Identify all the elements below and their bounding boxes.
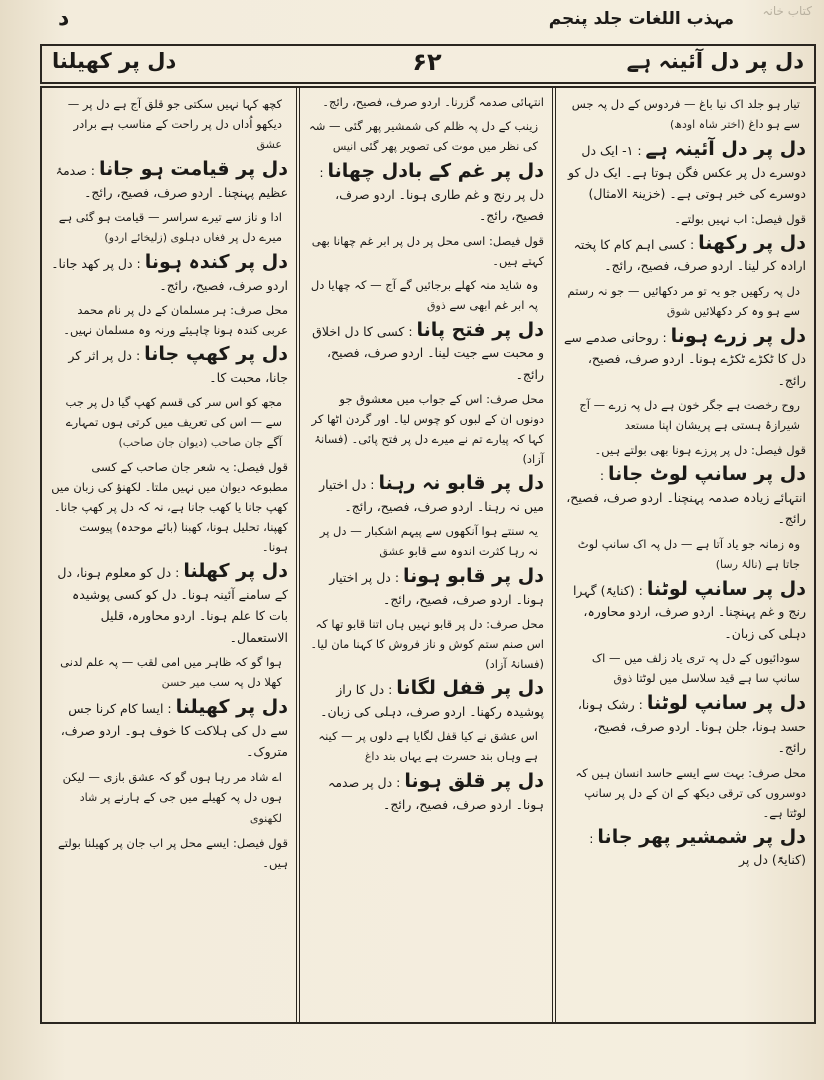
poet-name: شوق <box>666 304 691 318</box>
headword: دل پر قابو ہونا <box>403 565 544 587</box>
usage-note: قول فیصل: اسی محل پر دل پر ابر غم چھانا بھی کہتے ہیں۔ <box>311 233 544 268</box>
usage-note: محل صرف: بہت سے ایسے حاسد انسان ہیں کہ دوسروں کی ترقی دیکھ کے ان کے دل پر سانپ لوٹتا ہے۔ <box>575 765 806 820</box>
verse-text: کچھ کہا نہیں سکتی جو قلق آج ہے دل پر — دیکھو اُداں دل پر راحت کے مناسب ہے برادر <box>67 97 282 131</box>
library-stamp: کتاب خانہ <box>762 4 812 18</box>
headword: دل پر کھلنا <box>183 560 288 582</box>
entry-definition: : دل کو معلوم ہونا، دل کے سامنے آئینہ ہونا۔ دل کو کسی پوشیدہ بات کا علم ہونا۔ اردو محاورہ، قلیل الاستعمال۔ <box>57 565 288 645</box>
verse-quotation <box>564 648 806 689</box>
running-head <box>0 4 824 38</box>
headword: دل پر کھپ جانا <box>144 343 288 365</box>
dictionary-entry <box>50 344 288 388</box>
dictionary-entry <box>564 233 806 277</box>
entry-definition: : دل اختیار میں نہ رہنا۔ اردو صرف، فصیح، رائج۔ <box>319 477 544 514</box>
poet-name: میر حسن <box>161 676 206 689</box>
entry-definition: : روحانی صدمے سے دل کا ٹکڑے ٹکڑے ہونا۔ اردو صرف، فصیح، رائج۔ <box>564 329 806 388</box>
usage-note: محل صرف: اس کے جواب میں معشوق جو دونوں ان کے لبوں کو چوس لیا۔ اور گردن اٹھا کر کہا کہ پیارے تم نے میرے دل پر فتح پائی۔ (فسانۂ آزاد) <box>311 392 544 466</box>
verse-quotation <box>308 116 544 157</box>
entry-definition: : کسی کا دل اخلاق و محبت سے جیت لینا۔ اردو صرف، فصیح، رائج۔ <box>312 323 544 382</box>
entry-definition: : انتہائے زیادہ صدمہ پہنچنا۔ اردو صرف، فصیح، رائج۔ <box>566 468 806 526</box>
headword: دل پر قیامت ہو جانا <box>99 158 288 180</box>
verse-quotation <box>50 392 288 453</box>
entry-definition: : (کنایۃً) گہرا رنج و غم پہنچنا۔ اردو صرف، اردو محاورہ، دہلی کی زبان۔ <box>572 582 806 641</box>
last-headword-guide: دل پر کھیلنا <box>52 49 177 73</box>
column-divider <box>552 88 556 1022</box>
poet-name: شاد لکھنوی <box>79 790 282 825</box>
dictionary-entry <box>308 771 544 815</box>
poet-name: انیس <box>332 140 357 153</box>
entry-definition: : دل پر اختیار ہونا۔ اردو صرف، فصیح، رائج۔ <box>329 570 544 607</box>
verse-text: اے شاد مر رہا ہوں گو کہ عشق بازی — لیکن ہوں دل پہ کھیلے میں جی کے ہارنے پر <box>62 769 282 804</box>
entry-definition: : رشک ہونا، حسد ہونا، جلن ہونا۔ اردو صرف، فصیح، رائج۔ <box>577 697 806 755</box>
dictionary-entry <box>308 566 544 610</box>
entry-definition: : دل پر اثر کر جانا، محبت کا۔ <box>68 348 288 385</box>
book-title: مہذب اللغات جلد پنجم <box>548 9 734 29</box>
poet-name: مستعد <box>624 419 655 432</box>
entry-definition: : صدمۂ عظیم پہنچنا۔ اردو صرف، فصیح، رائج۔ <box>55 163 288 200</box>
verse-text: اس عشق نے کیا قفل لگایا ہے دلوں پر — کینہ ہے وہاں بند حسرت ہے یہاں بند <box>318 729 538 763</box>
dictionary-entry <box>308 161 544 227</box>
page-header <box>40 44 816 84</box>
usage-note: محل صرف: ہر مسلمان کے دل پر نام محمد عربی کندہ ہونا چاہیئے ورنہ وہ مسلمان نہیں۔ <box>63 303 288 337</box>
page-number: ۶۲ <box>412 48 442 76</box>
verse-text: ہوا گو کہ ظاہر میں امی لقب — پہ علم لدنی کھلا دل پہ سب <box>60 655 282 689</box>
first-headword-guide: دل پر دل آئینہ ہے <box>626 49 804 73</box>
verse-quotation <box>564 281 806 322</box>
headword: دل پر کندہ ہونا <box>144 251 288 273</box>
verse-quotation <box>308 726 544 767</box>
dictionary-entry <box>50 561 288 648</box>
headword: دل پر قلق ہونا <box>404 770 544 792</box>
verse-text: تیار ہو جلد اک نیا باغ — فردوس کے دل پہ جس سے ہو داغ <box>571 97 800 131</box>
column-middle <box>300 88 552 1022</box>
headword: دل پر شمشیر پھر جانا <box>597 825 806 848</box>
dictionary-entry <box>50 159 288 203</box>
headword: دل پر رکھنا <box>698 231 806 254</box>
poet-name: عشق <box>379 545 405 558</box>
column-left <box>42 88 296 1022</box>
verse-text: وہ زمانہ جو یاد آتا ہے — دل پہ اک سانپ لوٹ جاتا ہے <box>577 536 800 571</box>
poet-name: جان صاحب (دیوان جان صاحب) <box>118 436 263 449</box>
usage-note: قول فیصل: دل پر پرزے ہونا بھی بولتے ہیں۔ <box>594 443 806 457</box>
usage-note: قول فیصل: ایسے محل پر اب جان پر کھیلنا بولتے ہیں۔ <box>58 835 288 870</box>
entry-definition: : ایسا کام کرنا جس سے دل کی ہلاکت کا خوف ہو۔ اردو صرف، متروک۔ <box>60 701 288 759</box>
verse-quotation <box>564 395 806 436</box>
section-letter: د <box>58 6 70 31</box>
text-frame <box>40 86 816 1024</box>
verse-quotation <box>50 94 288 155</box>
usage-note: قول فیصل: اب نہیں بولتے۔ <box>674 211 806 226</box>
dictionary-entry <box>50 697 288 763</box>
verse-quotation <box>564 94 806 135</box>
column-divider <box>296 88 300 1022</box>
verse-text: روح رخصت ہے جگر خون ہے دل پہ زرے — آج شیرازۂ ہستی ہے پریشان اپنا <box>579 398 800 432</box>
entry-definition: : کسی اہم کام کا پختہ ارادہ کر لینا۔ اردو صرف، فصیح، رائج۔ <box>573 236 806 273</box>
headword: دل پر غم کے بادل چھانا <box>327 160 544 182</box>
dictionary-entry <box>564 827 806 871</box>
poet-name: ذوق <box>613 672 633 685</box>
entry-definition: : (کنایۃً) دل پر <box>589 830 806 867</box>
headword: دل پر زرے ہونا <box>670 324 806 347</box>
poet-name: (اختر شاہ اودھ) <box>670 118 745 131</box>
verse-quotation <box>50 767 288 829</box>
headword: دل پر سانپ لوٹ جانا <box>608 463 806 485</box>
headword: دل پر قفل لگانا <box>396 677 544 699</box>
verse-text: ادا و ناز سے تیرے سراسر — قیامت ہو گئی ہے میرے دل پر <box>58 210 282 244</box>
verse-text: مجھ کو اس سر کی قسم کھپ گیا دل پر جب سے — اس کی تعریف میں کرتی ہوں تمہارے آگے <box>65 395 282 449</box>
usage-note: قول فیصل: یہ شعر جان صاحب کے کسی مطبوعہ دیوان میں نہیں ملتا۔ لکھنؤ کی زبان میں کھپ جانا یا کھب جانا ہے، نہ کہ دل پر کھپ جانا۔ کھپنا، تحلیل ہونا، کھبنا (بائے موحدہ) پیوست ہونا۔ <box>51 460 288 554</box>
dictionary-entry <box>564 326 806 392</box>
entry-definition: : ۱- ایک دل دوسرے دل پر عکس فگن ہوتا ہے۔ ایک دل کو دوسرے کی خبر ہوتی ہے۔ (خزینۃ الامثال) <box>567 143 806 201</box>
headword: دل پر قابو نہ رہنا <box>378 472 544 494</box>
dictionary-entry <box>564 693 806 759</box>
entry-definition: : دل پر صدمہ ہونا۔ اردو صرف، فصیح، رائج۔ <box>328 775 544 812</box>
poet-name: داغ <box>364 750 380 763</box>
poet-name: عشق <box>256 138 282 151</box>
verse-text: دل پہ رکھیں جو یہ تو مر دکھائیں — جو نہ رستم سے ہو وہ کر دکھلائیں <box>567 283 800 318</box>
dictionary-entry <box>564 139 806 205</box>
verse-text: زینب کے دل پہ ظلم کی شمشیر پھر گئی — شہ کی نظر میں موت کی تصویر پھر گئی <box>309 119 538 153</box>
column-right <box>556 88 814 1022</box>
headword: دل پر دل آئینہ ہے <box>645 138 806 160</box>
entry-definition: : دل پر کھد جانا۔ اردو صرف، فصیح، رائج۔ <box>51 256 288 293</box>
verse-quotation <box>308 521 544 562</box>
dictionary-entry <box>308 678 544 722</box>
headword: دل پر سانپ لوٹنا <box>646 577 806 600</box>
entry-definition: : دل پر رنج و غم طاری ہونا۔ اردو صرف، فصیح، رائج۔ <box>319 165 544 223</box>
dictionary-entry <box>50 252 288 296</box>
headword: دل پر فتح پانا <box>416 318 544 341</box>
usage-note: محل صرف: دل پر قابو نہیں ہاں اتنا قابو تھا کہ اس صنم ستم کوش و ناز فروش کا کہنا مان لیا۔ (فسانۂ آزاد) <box>310 617 544 671</box>
poet-name: (نالۂ رسا) <box>715 557 762 571</box>
poet-name: ذوق <box>426 298 446 312</box>
verse-text: سودائیوں کے دل پہ تری یاد زلف میں — اک سانپ سا ہے قید سلاسل میں لوٹتا <box>591 651 800 685</box>
headword: دل پر سانپ لوٹنا <box>646 692 806 714</box>
dictionary-entry <box>308 473 544 517</box>
verse-quotation <box>308 275 544 316</box>
poet-name: فغاں دہلوی (زلیخائے اردو) <box>104 231 226 244</box>
verse-text: یہ سنتے ہوا آنکھوں سے پیہم اشکبار — دل پر نہ رہا کثرت اندوہ سے قابو <box>319 524 538 558</box>
verse-text: وہ شاید منہ کھلے برجائیں گے آج — کہ چھایا دل پہ ابر غم ابھی سے <box>310 277 538 312</box>
verse-quotation <box>564 534 806 575</box>
entry-definition: : دل کا راز پوشیدہ رکھنا۔ اردو صرف، دہلی کی زبان۔ <box>320 682 544 719</box>
headword: دل پر کھیلنا <box>175 696 288 718</box>
dictionary-entry <box>564 464 806 530</box>
usage-note: انتہائی صدمہ گزرنا۔ اردو صرف، فصیح، رائج۔ <box>322 95 544 109</box>
dictionary-entry <box>308 320 544 386</box>
verse-quotation <box>50 207 288 248</box>
verse-quotation <box>50 652 288 693</box>
dictionary-entry <box>564 579 806 645</box>
